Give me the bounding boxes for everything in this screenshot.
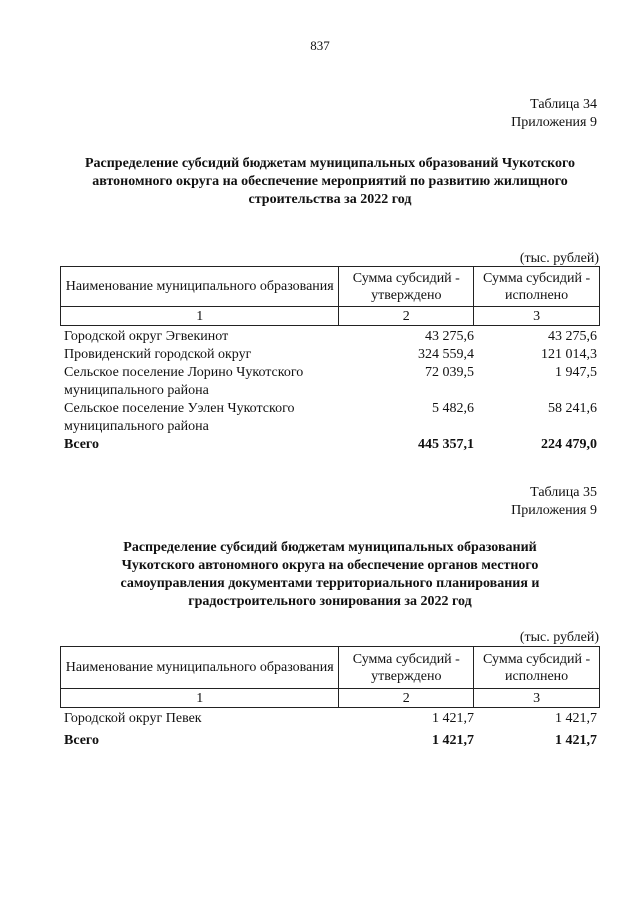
table-number: Таблица 35 (530, 485, 597, 500)
column-number: 3 (474, 307, 600, 326)
table-number: Таблица 34 (530, 97, 597, 112)
appendix-label: Приложения 9 (511, 503, 597, 518)
table-35-body (64, 710, 597, 750)
column-number: 1 (61, 689, 339, 708)
row-name: Городской округ Эгвекинот (64, 329, 229, 344)
total-approved: 445 357,1 (418, 437, 474, 452)
table-35-header (60, 646, 600, 708)
row-approved: 5 482,6 (432, 401, 474, 416)
table-row (64, 328, 597, 346)
table-35-caption (511, 484, 597, 520)
total-label: Всего (64, 437, 99, 452)
table-row (64, 710, 597, 728)
row-executed: 121 014,3 (541, 347, 597, 362)
table-total-row (64, 732, 597, 750)
total-label: Всего (64, 733, 99, 748)
row-name: Городской округ Певек (64, 711, 202, 726)
column-number: 1 (61, 307, 339, 326)
table-row (64, 364, 597, 400)
row-approved: 324 559,4 (418, 347, 474, 362)
column-number: 2 (339, 307, 474, 326)
total-approved: 1 421,7 (432, 733, 474, 748)
row-name: Сельское поселение Лорино Чукотского муниципального района (64, 365, 304, 398)
header-name: Наименование муниципального образования (61, 647, 339, 689)
header-executed: Сумма субсидий - исполнено (474, 647, 600, 689)
row-executed: 43 275,6 (548, 329, 597, 344)
row-executed: 1 421,7 (555, 711, 597, 726)
header-name: Наименование муниципального образования (61, 267, 339, 307)
table-row (64, 400, 597, 436)
total-executed: 1 421,7 (555, 733, 597, 748)
table-34-header (60, 266, 600, 326)
total-executed: 224 479,0 (541, 437, 597, 452)
row-approved: 72 039,5 (425, 365, 474, 380)
table-35-title: Распределение субсидий бюджетам муниципальных образований Чукотского автономного округа на обеспечение органов местного самоуправления документами территориального планирования и градостроительного зонирования за 2022 год (120, 540, 540, 609)
table-34-title: Распределение субсидий бюджетам муниципальных образований Чукотского автономного округа на обеспечение мероприятий по развитию жилищного строительства за 2022 год (84, 156, 576, 207)
table-total-row (64, 436, 597, 454)
appendix-label: Приложения 9 (511, 115, 597, 130)
column-number: 2 (339, 689, 474, 708)
row-approved: 43 275,6 (425, 329, 474, 344)
units-label: (тыс. рублей) (519, 630, 599, 645)
header-approved: Сумма субсидий - утверждено (339, 647, 474, 689)
table-34-body (64, 328, 597, 454)
row-name: Сельское поселение Уэлен Чукотского муниципального района (64, 401, 295, 434)
row-name: Провиденский городской округ (64, 347, 252, 362)
column-number: 3 (474, 689, 600, 708)
table-row (64, 346, 597, 364)
header-approved: Сумма субсидий - утверждено (339, 267, 474, 307)
row-executed: 1 947,5 (555, 365, 597, 380)
units-label: (тыс. рублей) (519, 251, 599, 266)
table-34-caption (511, 96, 597, 132)
row-approved: 1 421,7 (432, 711, 474, 726)
row-executed: 58 241,6 (548, 401, 597, 416)
page-number: 837 (310, 38, 330, 53)
header-executed: Сумма субсидий - исполнено (474, 267, 600, 307)
